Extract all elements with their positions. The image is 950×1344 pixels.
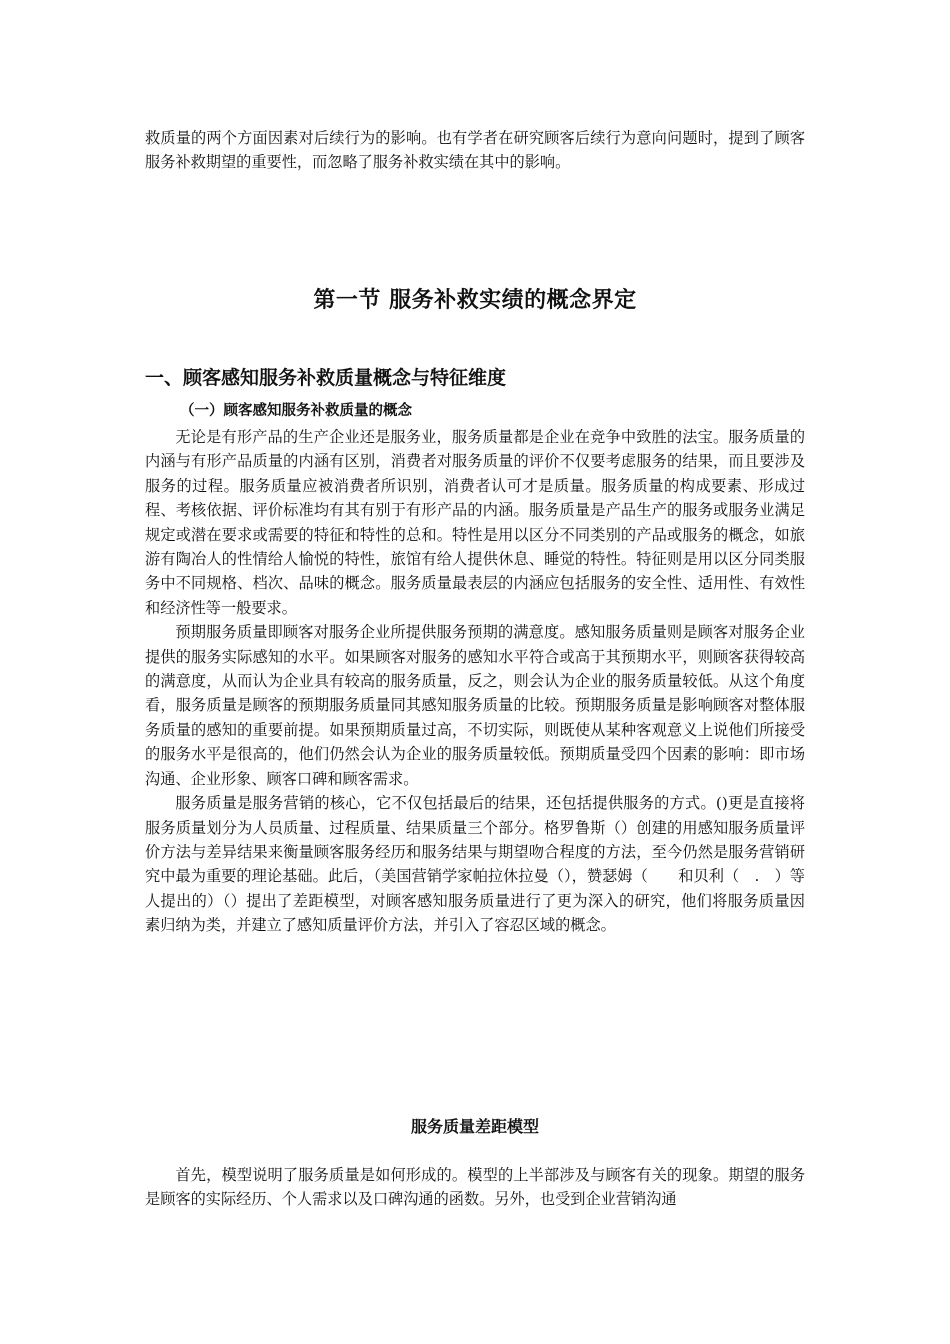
body-paragraph-1: 无论是有形产品的生产企业还是服务业，服务质量都是企业在竞争中致胜的法宝。服务质量的内涵与有形产品质量的内涵有区别，消费者对服务质量的评价不仅要考虑服务的结果，而且要涉及服务的过程。服务质量应被消费者所识别，消费者认可才是质量。服务质量的构成要素、形成过程、考核依据、评价标准均有其有别于有形产品的内涵。服务质量是产品生产的服务或服务业满足规定或潜在要求或需要的特征和特性的总和。特性是用以区分不同类别的产品或服务的概念，如旅游有陶冶人的性情给人愉悦的特性，旅馆有给人提供休息、睡觉的特性。特征则是用以区分同类服务中不同规格、档次、品味的概念。服务质量最表层的内涵应包括服务的安全性、适用性、有效性和经济性等一般要求。 [145,428,805,617]
body-paragraph-3: 服务质量是服务营销的核心，它不仅包括最后的结果，还包括提供服务的方式。()更是直接将服务质量划分为人员质量、过程质量、结果质量三个部分。格罗鲁斯（）创建的用感知服务质量评价方法与差异结果来衡量顾客服务经历和服务结果与期望吻合程度的方法，至今仍然是服务营销研究中最为重要的理论基础。此后，（美国营销学家帕拉休拉曼（），赞瑟姆（ 和贝利（ . ）等人提出的）（）提出了差距模型，对顾客感知服务质量进行了更为深入的研究，他们将服务质量因素归纳为类，并建立了感知质量评价方法，并引入了容忍区域的概念。 [145,794,805,935]
figure-title: 服务质量差距模型 [410,1117,539,1136]
body-paragraph-2: 预期服务质量即顾客对服务企业所提供服务预期的满意度。感知服务质量则是顾客对服务企业提供的服务实际感知的水平。如果顾客对服务的感知水平符合或高于其预期水平，则顾客获得较高的满意度，从而认为企业具有较高的服务质量，反之，则会认为企业的服务质量较低。从这个角度看，服务质量是顾客的预期服务质量同其感知服务质量的比较。预期服务质量是影响顾客对整体服务质量的感知的重要前提。如果预期质量过高，不切实际，则既使从某种客观意义上说他们所接受的服务水平是很高的，他们仍然会认为企业的服务质量较低。预期质量受四个因素的影响：即市场沟通、企业形象、顾客口碑和顾客需求。 [145,623,805,788]
top-paragraph: 救质量的两个方面因素对后续行为的影响。也有学者在研究顾客后续行为意向问题时，提到了顾客服务补救期望的重要性，而忽略了服务补救实绩在其中的影响。 [145,129,805,172]
sub-heading: （一）顾客感知服务补救质量的概念 [180,402,412,419]
section-heading: 一、顾客感知服务补救质量概念与特征维度 [145,367,507,389]
body-text [145,425,805,938]
bottom-paragraph-block [145,1163,805,1212]
chapter-title: 第一节 服务补救实绩的概念界定 [313,288,637,313]
top-paragraph-block [145,126,805,175]
bottom-paragraph: 首先，模型说明了服务质量是如何形成的。模型的上半部涉及与顾客有关的现象。期望的服务是顾客的实际经历、个人需求以及口碑沟通的函数。另外，也受到企业营销沟通 [145,1166,805,1209]
